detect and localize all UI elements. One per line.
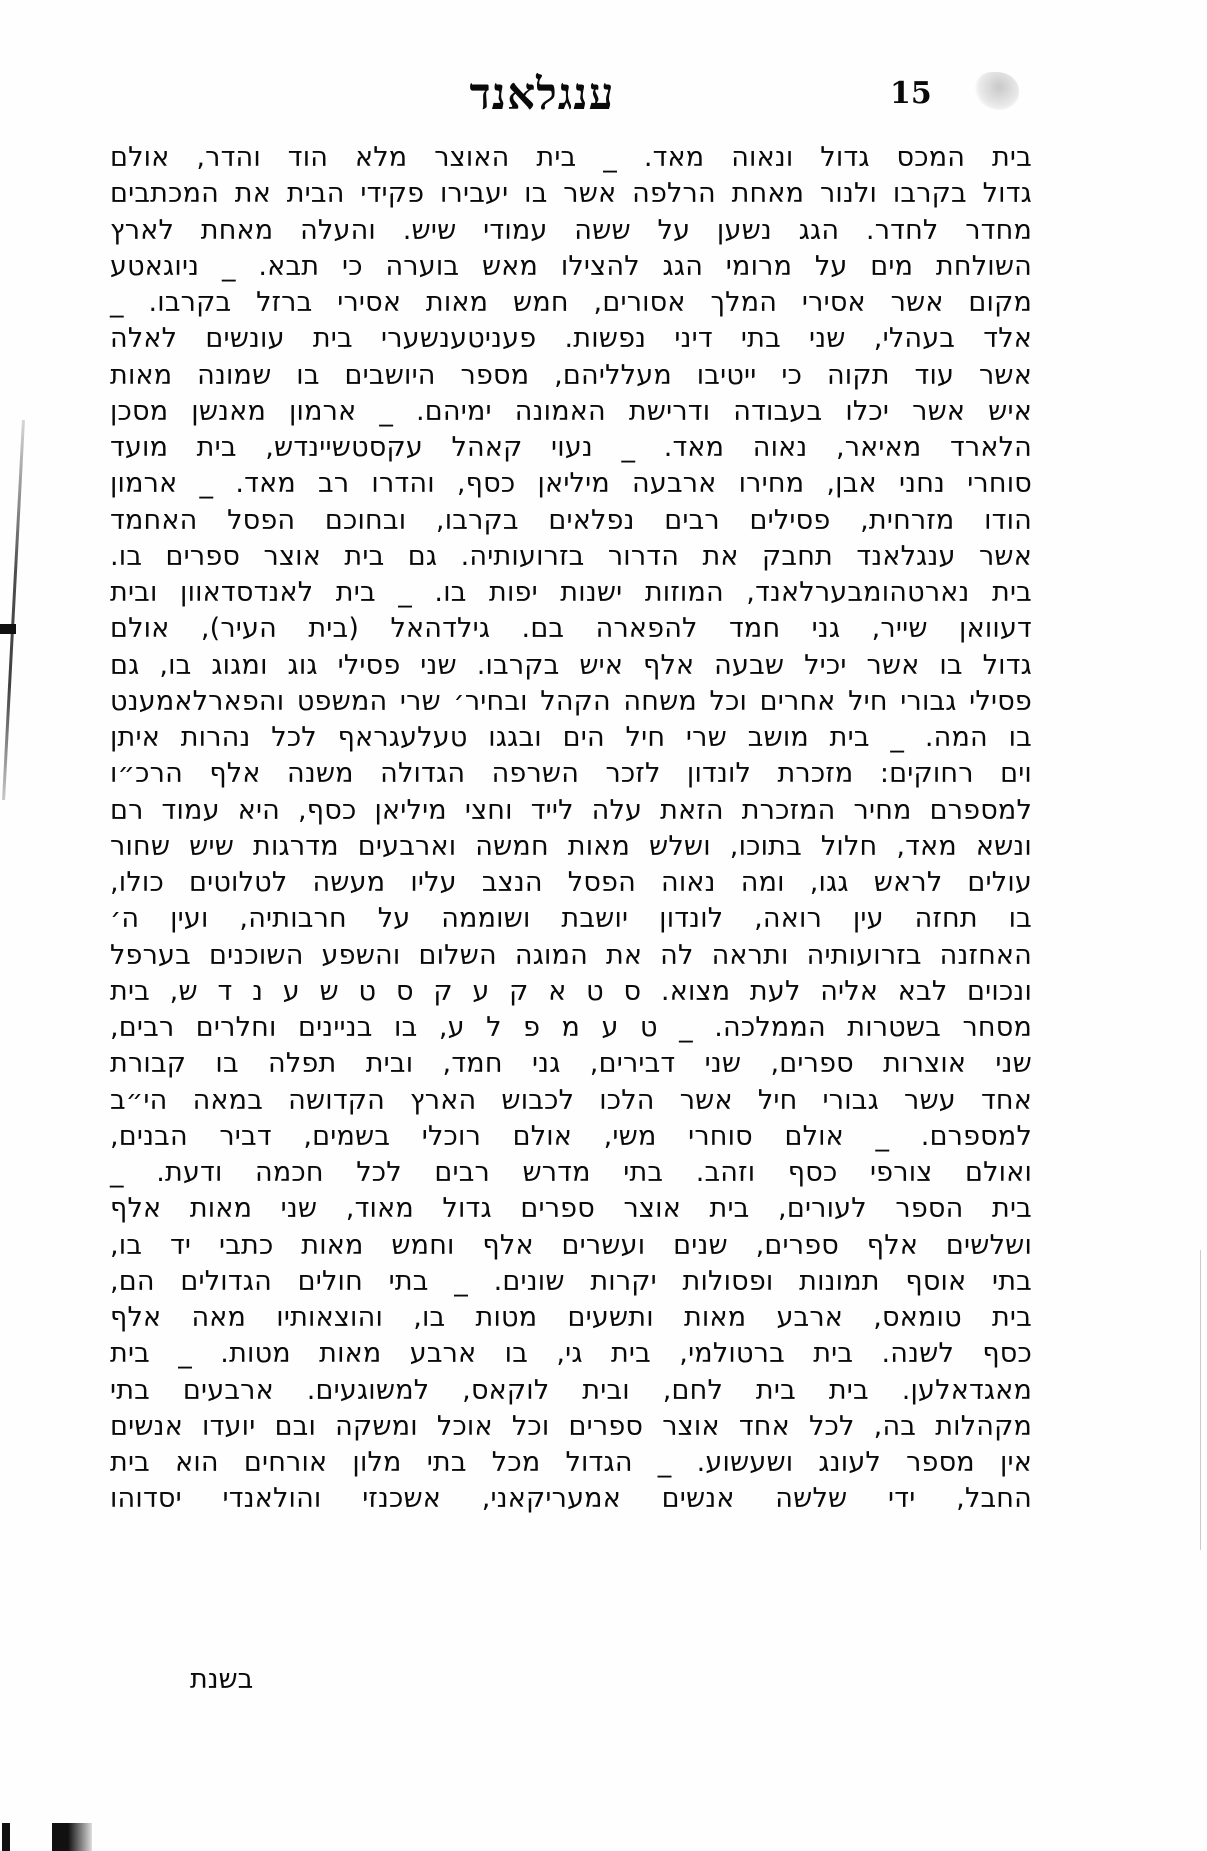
text-line: בית הספר לעורים, בית אוצר ספרים גדול מאוד, שני מאות אלף: [110, 1193, 1032, 1225]
text-line: השולחת מים על מרומי הגג להצילו מאש בוערה כי תבא. _ ניוגאטע: [110, 250, 1032, 282]
text-line: עולים לראש גגו, ומה נאוה הפסל הנצב עליו מעשה לטלוטים כולו,: [110, 867, 1032, 898]
text-line: הלארד מאיאר, נאוה מאד. _ נעוי קאהל עקסטשיינדש, בית מועד: [110, 432, 1032, 463]
text-line: גדול בקרבו ולנור מאחת הרלפה אשר בו יעבירו פקידי הבית את המכתבים: [110, 178, 1032, 210]
text-line: וים רחוקים: מזכרת לונדון לזכר השרפה הגדולה משנה אלף הרכ״ו: [110, 758, 1032, 790]
text-line: אלד בעהלי, שני בתי דיני נפשות. פעניטענשערי בית עונשים לאלה: [110, 323, 1032, 355]
text-line: אין מספר לעונג ושעשוע. _ הגדול מכל בתי מלון אורחים הוא בית: [110, 1447, 1032, 1478]
running-head-title: ענגלאנד: [469, 69, 615, 120]
scan-right-edge-artifact: [1200, 1250, 1201, 1550]
running-head: [0, 70, 1207, 120]
text-line: איש אשר יכלו בעבודה ודרישת האמונה ימיהם. _ ארמון מאנשן מסכן: [110, 395, 1032, 427]
text-line: אשר ענגלאנד תחבק את הדרור בזרועותיה. גם בית אוצר ספרים בו.: [110, 540, 1032, 572]
text-line: פסילי גבורי חיל אחרים וכל משחה הקהל ובחיר׳ שרי המשפט והפארלאמענט: [110, 685, 1032, 717]
text-line: כסף לשנה. בית ברטולמי, בית גי, בו ארבע מאות מטות. _ בית: [110, 1338, 1032, 1370]
text-line: החבל, ידי שלשה אנשים אמעריקאני, אשכנזי והולאנדי יסדוהו: [110, 1483, 1032, 1515]
text-line: בו תחזה עין רואה, לונדון יושבת ושוממה על חרבותיה, ועין ה׳: [110, 903, 1032, 935]
page-number: 15: [890, 76, 932, 111]
text-line: סוחרי נחני אבן, מחירו ארבעה מיליאן כסף, והדרו רב מאד. _ ארמון: [110, 468, 1032, 500]
text-line: מקום אשר אסירי המלך אסורים, חמש מאות אסירי ברזל בקרבו. _: [110, 287, 1032, 318]
text-line: מאגדאלען. בית בית לחם, ובית לוקאס, למשוגעים. ארבעים בתי: [110, 1374, 1032, 1406]
scan-edge-artifact: [2, 420, 25, 800]
text-line: האחזנה בזרועותיה ותראה לה את המוגה השלום והשפע השוכנים בערפל: [110, 939, 1032, 971]
scan-tab-artifact: [0, 624, 16, 634]
text-line: למספרם. _ אולם סוחרי משי, אולם רוכלי בשמים, דביר הבנים,: [110, 1120, 1032, 1152]
text-line: ואולם צורפי כסף וזהב. בתי מדרש רבים לכל חכמה ודעת. _: [110, 1157, 1032, 1188]
text-line: מקהלות בה, לכל אחד אוצר ספרים וכל אוכל ומשקה ובם יועדו אנשים: [110, 1410, 1032, 1442]
body-text: [110, 140, 1032, 1518]
text-line: בתי אוסף תמונות ופסולות יקרות שונים. _ בתי חולים הגדולים הם,: [110, 1265, 1032, 1297]
text-line: הודו מזרחית, פסילים רבים נפלאים בקרבו, ובחוכם הפסל האחמד: [110, 504, 1032, 536]
catchword: בשנת: [190, 1664, 254, 1695]
text-line: דעוואן שייר, גני חמד להפארה בם. גילדהאל (בית העיר), אולם: [110, 613, 1032, 645]
text-line: מחדר לחדר. הגג נשען על ששה עמודי שיש. והעלה מאחת לארץ: [110, 214, 1032, 246]
text-line: גדול בו אשר יכיל שבעה אלף איש בקרבו. שני פסילי גוג ומגוג בו, גם: [110, 649, 1032, 681]
text-line: בית נארטהומבערלאנד, המוזות ישנות יפות בו. _ בית לאנדסדאוון ובית: [110, 577, 1032, 608]
scan-bottom-artifact: [52, 1823, 92, 1851]
text-line: ונשא מאד, חלול בתוכו, ושלש מאות חמשה וארבעים מדרגות שיש שחור: [110, 830, 1032, 862]
text-line: בית המכס גדול ונאוה מאד. _ בית האוצר מלא הוד והדר, אולם: [110, 142, 1032, 173]
text-line: אחד עשר גבורי חיל אשר הלכו לכבוש הארץ הקדושה במאה הי״ב: [110, 1084, 1032, 1116]
text-line: בו המה. _ בית מושב שרי חיל הים ובגגו טעלעגראף לכל נהרות איתן: [110, 722, 1032, 753]
text-line: ונכוים לבא אליה לעת מצוא. ס ט א ק ע ק ס ט ש ע נ ד ש, בית: [110, 975, 1032, 1007]
text-line: ושלשים אלף ספרים, שנים ועשרים אלף וחמש מאות כתבי יד בו,: [110, 1229, 1032, 1261]
scan-bottom-artifact: [2, 1823, 10, 1851]
text-line: למספרם מחיר המזכרת הזאת עלה לייד וחצי מיליאן כסף, היא עמוד רם: [110, 794, 1032, 826]
text-line: מסחר בשטרות הממלכה. _ ט ע מ פ ל ע, בו בניינים וחלרים רבים,: [110, 1012, 1032, 1043]
text-line: שני אוצרות ספרים, שני דבירים, גני חמד, ובית תפלה בו קבורת: [110, 1048, 1032, 1080]
text-line: אשר עוד תקוה כי ייטיבו מעלליהם, מספר היושבים בו שמונה מאות: [110, 359, 1032, 391]
text-line: בית טומאס, ארבע מאות ותשעים מטות בו, והוצאותיו מאה אלף: [110, 1302, 1032, 1333]
